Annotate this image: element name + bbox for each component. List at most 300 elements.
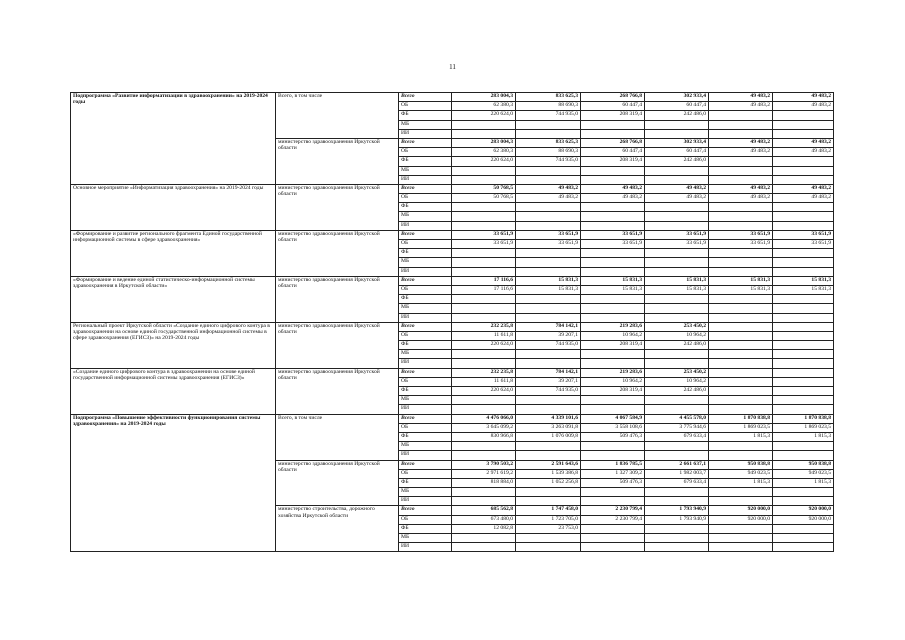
table-row bbox=[71, 322, 834, 331]
amount-cell bbox=[516, 212, 581, 221]
amount-cell bbox=[645, 129, 709, 138]
amount-cell bbox=[581, 295, 645, 304]
amount-cell: 11 611,8 bbox=[452, 331, 516, 340]
amount-cell bbox=[516, 304, 581, 313]
table-row bbox=[71, 184, 834, 193]
program-name: «Создание единого цифрового контура в здравоохранении на основе единой государственной информационной системы здравоохранения (ЕГИСЗ)» bbox=[71, 368, 276, 414]
amount-cell: 12 082,8 bbox=[452, 524, 516, 533]
amount-cell: 219 283,6 bbox=[581, 368, 645, 377]
amount-cell bbox=[645, 267, 709, 276]
amount-cell bbox=[581, 203, 645, 212]
amount-cell bbox=[516, 442, 581, 451]
funding-source: ФБ bbox=[399, 432, 452, 441]
amount-cell: 1 327 309,2 bbox=[581, 469, 645, 478]
amount-cell: 50 768,5 bbox=[452, 184, 516, 193]
amount-cell: 49 483,2 bbox=[773, 102, 834, 111]
amount-cell bbox=[581, 359, 645, 368]
table-row bbox=[71, 93, 834, 102]
program-name: Подпрограмма «Развитие информатизации в здравоохранении» на 2019-2024 годы bbox=[71, 93, 276, 185]
amount-cell: 4 067 584,9 bbox=[581, 414, 645, 423]
amount-cell bbox=[709, 129, 773, 138]
amount-cell bbox=[709, 157, 773, 166]
funding-source: МБ bbox=[399, 488, 452, 497]
funding-source: ОБ bbox=[399, 194, 452, 203]
funding-source: МБ bbox=[399, 212, 452, 221]
amount-cell bbox=[452, 534, 516, 543]
amount-cell bbox=[645, 166, 709, 175]
amount-cell bbox=[645, 359, 709, 368]
funding-source: ОБ bbox=[399, 423, 452, 432]
amount-cell: 1 869 023,5 bbox=[773, 423, 834, 432]
amount-cell bbox=[581, 249, 645, 258]
funding-source: ИИ bbox=[399, 175, 452, 184]
amount-cell bbox=[516, 543, 581, 552]
amount-cell bbox=[452, 212, 516, 221]
funding-source: Всего bbox=[399, 322, 452, 331]
amount-cell: 33 651,9 bbox=[516, 240, 581, 249]
executor-name: министерство здравоохранения Иркутской области bbox=[276, 460, 399, 506]
amount-cell bbox=[645, 258, 709, 267]
amount-cell: 49 483,2 bbox=[709, 148, 773, 157]
amount-cell: 39 207,1 bbox=[516, 377, 581, 386]
amount-cell: 232 235,8 bbox=[452, 322, 516, 331]
amount-cell bbox=[645, 451, 709, 460]
amount-cell: 15 831,3 bbox=[581, 285, 645, 294]
amount-cell: 49 483,2 bbox=[709, 102, 773, 111]
amount-cell: 208 319,4 bbox=[581, 341, 645, 350]
amount-cell: 3 558 108,6 bbox=[581, 423, 645, 432]
amount-cell bbox=[709, 331, 773, 340]
amount-cell: 220 624,0 bbox=[452, 157, 516, 166]
amount-cell: 1 815,3 bbox=[773, 432, 834, 441]
amount-cell bbox=[709, 166, 773, 175]
executor-name: министерство здравоохранения Иркутской области bbox=[276, 184, 399, 230]
executor-name: министерство здравоохранения Иркутской области bbox=[276, 322, 399, 368]
amount-cell: 49 483,2 bbox=[773, 93, 834, 102]
amount-cell bbox=[452, 304, 516, 313]
executor-name: министерство здравоохранения Иркутской области bbox=[276, 138, 399, 184]
amount-cell: 15 831,3 bbox=[645, 285, 709, 294]
amount-cell bbox=[516, 451, 581, 460]
amount-cell bbox=[773, 249, 834, 258]
funding-source: ФБ bbox=[399, 249, 452, 258]
amount-cell bbox=[773, 166, 834, 175]
amount-cell bbox=[452, 359, 516, 368]
funding-source: ОБ bbox=[399, 102, 452, 111]
amount-cell: 219 283,6 bbox=[581, 322, 645, 331]
amount-cell bbox=[452, 313, 516, 322]
program-name: «Формирование и ведение единой статистическо-информационной системы здравоохранения в Иркутской области» bbox=[71, 276, 276, 322]
amount-cell: 283 004,3 bbox=[452, 138, 516, 147]
amount-cell bbox=[709, 405, 773, 414]
amount-cell: 1 793 940,9 bbox=[645, 506, 709, 515]
page-number: 11 bbox=[449, 63, 456, 71]
amount-cell: 4 476 066,0 bbox=[452, 414, 516, 423]
amount-cell bbox=[581, 129, 645, 138]
amount-cell bbox=[709, 488, 773, 497]
amount-cell: 39 207,1 bbox=[516, 331, 581, 340]
funding-source: ИИ bbox=[399, 313, 452, 322]
table-row bbox=[71, 276, 834, 285]
amount-cell: 60 447,4 bbox=[645, 148, 709, 157]
amount-cell bbox=[581, 405, 645, 414]
amount-cell: 15 831,3 bbox=[516, 285, 581, 294]
table-row bbox=[71, 414, 834, 423]
amount-cell: 950 838,8 bbox=[773, 460, 834, 469]
amount-cell bbox=[581, 442, 645, 451]
funding-source: ОБ bbox=[399, 240, 452, 249]
amount-cell: 302 933,4 bbox=[645, 138, 709, 147]
amount-cell bbox=[581, 543, 645, 552]
executor-name: Всего, в том числе bbox=[276, 414, 399, 460]
amount-cell: 784 142,1 bbox=[516, 368, 581, 377]
amount-cell bbox=[452, 543, 516, 552]
amount-cell bbox=[516, 267, 581, 276]
amount-cell bbox=[645, 304, 709, 313]
amount-cell: 33 651,9 bbox=[773, 240, 834, 249]
amount-cell: 242 486,0 bbox=[645, 341, 709, 350]
amount-cell: 268 766,8 bbox=[581, 93, 645, 102]
amount-cell: 15 831,3 bbox=[709, 285, 773, 294]
amount-cell bbox=[516, 120, 581, 129]
funding-source: ФБ bbox=[399, 478, 452, 487]
amount-cell: 17 116,6 bbox=[452, 285, 516, 294]
amount-cell: 15 831,3 bbox=[773, 276, 834, 285]
amount-cell: 33 651,9 bbox=[581, 240, 645, 249]
amount-cell: 920 000,0 bbox=[773, 515, 834, 524]
amount-cell bbox=[516, 359, 581, 368]
funding-source: Всего bbox=[399, 93, 452, 102]
amount-cell: 2 971 619,2 bbox=[452, 469, 516, 478]
amount-cell bbox=[516, 175, 581, 184]
financing-table bbox=[70, 92, 834, 552]
funding-source: ФБ bbox=[399, 111, 452, 120]
amount-cell: 1 793 940,9 bbox=[645, 515, 709, 524]
funding-source: ИИ bbox=[399, 359, 452, 368]
funding-source: Всего bbox=[399, 276, 452, 285]
amount-cell bbox=[709, 322, 773, 331]
amount-cell: 3 790 503,2 bbox=[452, 460, 516, 469]
amount-cell bbox=[773, 295, 834, 304]
amount-cell: 220 624,0 bbox=[452, 111, 516, 120]
funding-source: ИИ bbox=[399, 129, 452, 138]
program-name: Основное мероприятие «Информатизация здравоохранения» на 2019-2024 годы bbox=[71, 184, 276, 230]
amount-cell: 33 651,9 bbox=[452, 240, 516, 249]
amount-cell: 920 000,0 bbox=[709, 515, 773, 524]
executor-name: министерство здравоохранения Иркутской области bbox=[276, 276, 399, 322]
amount-cell bbox=[516, 396, 581, 405]
amount-cell bbox=[773, 157, 834, 166]
amount-cell bbox=[709, 359, 773, 368]
amount-cell: 49 483,2 bbox=[645, 194, 709, 203]
amount-cell: 88 690,3 bbox=[516, 148, 581, 157]
funding-source: ФБ bbox=[399, 387, 452, 396]
amount-cell: 744 935,0 bbox=[516, 157, 581, 166]
amount-cell: 10 964,2 bbox=[581, 331, 645, 340]
executor-name: министерство здравоохранения Иркутской области bbox=[276, 368, 399, 414]
funding-source: ИИ bbox=[399, 543, 452, 552]
funding-source: МБ bbox=[399, 304, 452, 313]
amount-cell: 33 651,9 bbox=[516, 230, 581, 239]
amount-cell bbox=[581, 497, 645, 506]
amount-cell bbox=[709, 175, 773, 184]
amount-cell: 49 483,2 bbox=[516, 194, 581, 203]
funding-source: ФБ bbox=[399, 524, 452, 533]
amount-cell: 1 815,3 bbox=[709, 432, 773, 441]
amount-cell bbox=[645, 175, 709, 184]
amount-cell bbox=[452, 451, 516, 460]
amount-cell bbox=[773, 129, 834, 138]
amount-cell bbox=[773, 111, 834, 120]
funding-source: ОБ bbox=[399, 285, 452, 294]
amount-cell bbox=[516, 129, 581, 138]
funding-source: ИИ bbox=[399, 497, 452, 506]
amount-cell bbox=[709, 396, 773, 405]
amount-cell bbox=[516, 203, 581, 212]
amount-cell bbox=[645, 212, 709, 221]
amount-cell bbox=[645, 497, 709, 506]
amount-cell bbox=[773, 405, 834, 414]
amount-cell: 15 831,3 bbox=[709, 276, 773, 285]
amount-cell: 1 982 003,7 bbox=[645, 469, 709, 478]
amount-cell bbox=[452, 166, 516, 175]
amount-cell bbox=[452, 396, 516, 405]
amount-cell: 208 319,4 bbox=[581, 387, 645, 396]
amount-cell bbox=[709, 258, 773, 267]
amount-cell: 242 486,0 bbox=[645, 387, 709, 396]
amount-cell bbox=[516, 405, 581, 414]
amount-cell: 784 142,1 bbox=[516, 322, 581, 331]
funding-source: Всего bbox=[399, 460, 452, 469]
amount-cell: 10 964,2 bbox=[645, 377, 709, 386]
amount-cell: 679 633,4 bbox=[645, 478, 709, 487]
executor-name: министерство строительства, дорожного хозяйства Иркутской области bbox=[276, 506, 399, 552]
amount-cell: 685 562,8 bbox=[452, 506, 516, 515]
funding-source: Всего bbox=[399, 230, 452, 239]
executor-name: министерство здравоохранения Иркутской области bbox=[276, 230, 399, 276]
amount-cell: 830 966,8 bbox=[452, 432, 516, 441]
amount-cell: 60 447,4 bbox=[581, 148, 645, 157]
amount-cell bbox=[773, 451, 834, 460]
amount-cell bbox=[516, 534, 581, 543]
amount-cell: 33 651,9 bbox=[581, 230, 645, 239]
amount-cell: 744 935,0 bbox=[516, 387, 581, 396]
amount-cell: 62 380,3 bbox=[452, 148, 516, 157]
amount-cell bbox=[773, 488, 834, 497]
amount-cell bbox=[452, 249, 516, 258]
amount-cell bbox=[709, 341, 773, 350]
amount-cell bbox=[645, 442, 709, 451]
funding-source: ИИ bbox=[399, 451, 452, 460]
amount-cell bbox=[645, 543, 709, 552]
amount-cell: 818 884,0 bbox=[452, 478, 516, 487]
program-name: Региональный проект Иркутской области «Создание единого цифрового контура в здравоохранении на основе единой государственной информационной системы в сфере здравоохранения (ЕГИСЗ)» на 2019-2024 годы bbox=[71, 322, 276, 368]
funding-source: МБ bbox=[399, 166, 452, 175]
amount-cell bbox=[581, 212, 645, 221]
amount-cell: 33 651,9 bbox=[645, 230, 709, 239]
amount-cell bbox=[773, 543, 834, 552]
amount-cell bbox=[773, 396, 834, 405]
amount-cell bbox=[773, 534, 834, 543]
amount-cell bbox=[709, 543, 773, 552]
amount-cell: 62 380,3 bbox=[452, 102, 516, 111]
amount-cell: 673 480,0 bbox=[452, 515, 516, 524]
funding-source: МБ bbox=[399, 120, 452, 129]
amount-cell bbox=[516, 221, 581, 230]
amount-cell bbox=[645, 488, 709, 497]
amount-cell: 920 000,0 bbox=[773, 506, 834, 515]
amount-cell: 509 476,3 bbox=[581, 478, 645, 487]
amount-cell bbox=[709, 221, 773, 230]
funding-source: ФБ bbox=[399, 295, 452, 304]
amount-cell: 1 815,3 bbox=[709, 478, 773, 487]
amount-cell: 302 933,4 bbox=[645, 93, 709, 102]
amount-cell bbox=[452, 203, 516, 212]
amount-cell bbox=[709, 497, 773, 506]
amount-cell bbox=[645, 405, 709, 414]
amount-cell: 33 651,9 bbox=[709, 240, 773, 249]
amount-cell bbox=[645, 534, 709, 543]
amount-cell: 4 455 578,0 bbox=[645, 414, 709, 423]
amount-cell bbox=[709, 368, 773, 377]
funding-source: ФБ bbox=[399, 341, 452, 350]
amount-cell bbox=[581, 258, 645, 267]
amount-cell: 49 483,2 bbox=[516, 184, 581, 193]
amount-cell bbox=[581, 267, 645, 276]
amount-cell bbox=[581, 396, 645, 405]
amount-cell: 268 766,8 bbox=[581, 138, 645, 147]
funding-source: ФБ bbox=[399, 157, 452, 166]
amount-cell bbox=[645, 120, 709, 129]
amount-cell: 1 747 458,0 bbox=[516, 506, 581, 515]
funding-source: МБ bbox=[399, 350, 452, 359]
amount-cell bbox=[581, 221, 645, 230]
amount-cell bbox=[452, 488, 516, 497]
amount-cell bbox=[516, 258, 581, 267]
amount-cell bbox=[773, 313, 834, 322]
amount-cell bbox=[709, 267, 773, 276]
amount-cell bbox=[773, 203, 834, 212]
amount-cell: 49 483,2 bbox=[581, 184, 645, 193]
amount-cell bbox=[581, 524, 645, 533]
amount-cell bbox=[452, 175, 516, 184]
amount-cell bbox=[709, 249, 773, 258]
amount-cell: 833 625,3 bbox=[516, 93, 581, 102]
amount-cell: 950 838,8 bbox=[709, 460, 773, 469]
amount-cell bbox=[709, 313, 773, 322]
table-row bbox=[71, 230, 834, 239]
amount-cell: 1 076 009,8 bbox=[516, 432, 581, 441]
amount-cell bbox=[773, 175, 834, 184]
amount-cell bbox=[773, 322, 834, 331]
amount-cell: 49 483,2 bbox=[709, 184, 773, 193]
amount-cell bbox=[773, 331, 834, 340]
amount-cell: 1 870 838,8 bbox=[773, 414, 834, 423]
amount-cell bbox=[452, 258, 516, 267]
amount-cell: 509 476,3 bbox=[581, 432, 645, 441]
amount-cell bbox=[773, 258, 834, 267]
amount-cell: 2 591 643,6 bbox=[516, 460, 581, 469]
amount-cell bbox=[645, 524, 709, 533]
table-row bbox=[71, 368, 834, 377]
amount-cell: 232 235,8 bbox=[452, 368, 516, 377]
amount-cell: 49 483,2 bbox=[773, 138, 834, 147]
amount-cell: 33 651,9 bbox=[452, 230, 516, 239]
amount-cell: 17 116,6 bbox=[452, 276, 516, 285]
amount-cell bbox=[452, 120, 516, 129]
amount-cell: 949 023,5 bbox=[709, 469, 773, 478]
amount-cell bbox=[516, 497, 581, 506]
amount-cell bbox=[773, 387, 834, 396]
amount-cell: 49 483,2 bbox=[709, 138, 773, 147]
amount-cell: 2 230 799,4 bbox=[581, 515, 645, 524]
funding-source: МБ bbox=[399, 534, 452, 543]
amount-cell: 49 483,2 bbox=[645, 184, 709, 193]
amount-cell bbox=[452, 129, 516, 138]
amount-cell bbox=[773, 377, 834, 386]
amount-cell bbox=[581, 488, 645, 497]
amount-cell: 10 964,2 bbox=[581, 377, 645, 386]
amount-cell bbox=[773, 442, 834, 451]
amount-cell bbox=[773, 368, 834, 377]
amount-cell: 744 935,0 bbox=[516, 341, 581, 350]
amount-cell: 1 539 386,8 bbox=[516, 469, 581, 478]
funding-source: ОБ bbox=[399, 515, 452, 524]
amount-cell: 33 651,9 bbox=[645, 240, 709, 249]
amount-cell bbox=[452, 267, 516, 276]
amount-cell: 242 486,0 bbox=[645, 157, 709, 166]
amount-cell: 242 486,0 bbox=[645, 111, 709, 120]
amount-cell: 60 447,4 bbox=[581, 102, 645, 111]
amount-cell bbox=[516, 488, 581, 497]
amount-cell: 1 815,3 bbox=[773, 478, 834, 487]
amount-cell bbox=[516, 166, 581, 175]
amount-cell bbox=[452, 350, 516, 359]
funding-source: МБ bbox=[399, 442, 452, 451]
amount-cell: 220 624,0 bbox=[452, 341, 516, 350]
amount-cell bbox=[709, 377, 773, 386]
amount-cell bbox=[709, 295, 773, 304]
amount-cell bbox=[452, 295, 516, 304]
amount-cell: 208 319,4 bbox=[581, 157, 645, 166]
amount-cell: 3 775 944,6 bbox=[645, 423, 709, 432]
amount-cell: 49 483,2 bbox=[709, 194, 773, 203]
amount-cell: 49 483,2 bbox=[709, 93, 773, 102]
funding-source: ОБ bbox=[399, 469, 452, 478]
funding-source: Всего bbox=[399, 506, 452, 515]
amount-cell bbox=[581, 175, 645, 184]
amount-cell bbox=[709, 212, 773, 221]
amount-cell bbox=[709, 524, 773, 533]
amount-cell bbox=[773, 341, 834, 350]
amount-cell bbox=[645, 313, 709, 322]
amount-cell: 253 450,2 bbox=[645, 322, 709, 331]
funding-source: ИИ bbox=[399, 267, 452, 276]
amount-cell: 60 447,4 bbox=[645, 102, 709, 111]
amount-cell: 15 831,3 bbox=[645, 276, 709, 285]
amount-cell: 679 633,4 bbox=[645, 432, 709, 441]
funding-source: Всего bbox=[399, 138, 452, 147]
amount-cell bbox=[709, 451, 773, 460]
amount-cell bbox=[452, 442, 516, 451]
amount-cell bbox=[773, 350, 834, 359]
amount-cell: 23 753,0 bbox=[516, 524, 581, 533]
amount-cell bbox=[709, 350, 773, 359]
amount-cell bbox=[516, 350, 581, 359]
amount-cell bbox=[645, 203, 709, 212]
amount-cell bbox=[645, 249, 709, 258]
amount-cell bbox=[709, 111, 773, 120]
